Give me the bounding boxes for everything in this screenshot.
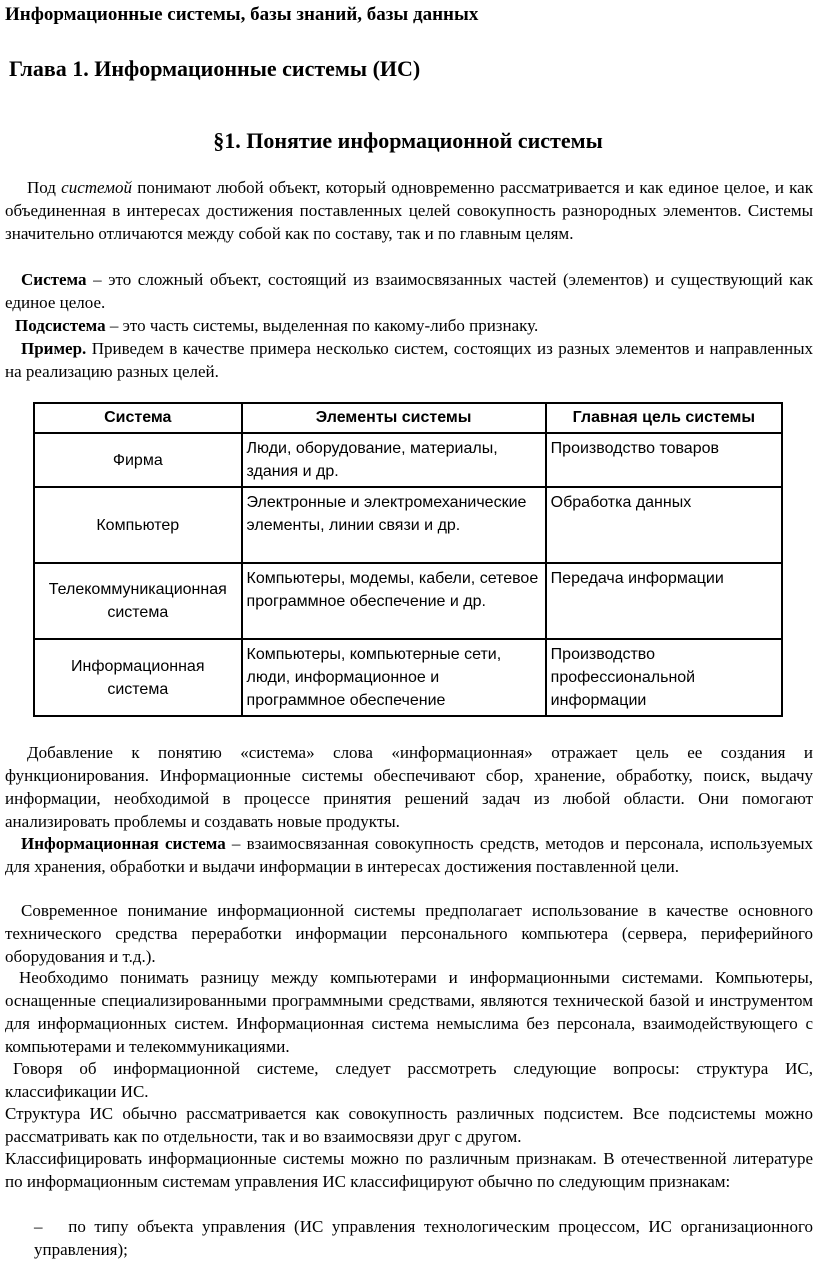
list-item-text: по типу объекта управления (ИС управления технологическим процессом, ИС организационного управления); (34, 1217, 813, 1259)
column-header-system: Система (34, 403, 242, 433)
paragraph-structure: Структура ИС обычно рассматривается как совокупность различных подсистем. Все подсистемы можно рассматривать как по отдельности, так и во взаимосвязи друг с другом. (5, 1104, 813, 1146)
section-title: §1. Понятие информационной системы (213, 128, 603, 153)
paragraph-text: – взаимосвязанная совокупность средств, методов и персонала, используемых для хранения, обработки и выдачи информации в интересах достижения поставленной цели. (5, 834, 813, 876)
paragraph-text: – это часть системы, выделенная по какому-либо признаку. (105, 316, 539, 335)
paragraph-classification: Классифицировать информационные системы можно по различным признакам. В отечественной литературе по информационным системам управления ИС классифицируют обычно по следующим признакам: (5, 1149, 813, 1191)
term-example: Пример. (21, 339, 87, 358)
column-header-elements: Элементы системы (242, 403, 546, 433)
cell-elements: Компьютеры, компьютерные сети, люди, информационное и программное обеспечение (242, 639, 546, 716)
paragraph-is-definition (5, 832, 813, 878)
paragraph-questions: Говоря об информационной системе, следует рассмотреть следующие вопросы: структура ИС, классификации ИС. (5, 1059, 813, 1101)
cell-elements: Люди, оборудование, материалы, здания и др. (242, 433, 546, 487)
paragraph-text: – это сложный объект, состоящий из взаимосвязанных частей (элементов) и существующий как единое целое. (5, 270, 813, 312)
chapter-title: Глава 1. Информационные системы (ИС) (9, 56, 421, 81)
paragraph-text: Под (27, 178, 62, 197)
table-row (34, 563, 782, 639)
table-row (34, 639, 782, 716)
paragraph-example (5, 337, 813, 383)
cell-goal: Производство товаров (546, 433, 782, 487)
paragraph-text: понимают любой объект, который одновременно рассматривается и как единое целое, и как объединенная в интересах достижения поставленных целей совокупность разнородных элементов. Системы значительно отличаются между собой как по составу, так и по главным целям. (5, 178, 813, 243)
paragraph-information-added: Добавление к понятию «система» слова «информационная» отражает цель ее создания и функционирования. Информационные системы обеспечивают сбор, хранение, обработку, поиск, выдачу информации, необходимой в процессе принятия решений задач из любой области. Они помогают анализировать проблемы и создавать новые продукты. (5, 743, 813, 831)
paragraph-computers-vs-is: Необходимо понимать разницу между компьютерами и информационными системами. Компьютеры, оснащенные специализированными программными средствами, являются технической базой и инструментом для информационных систем. Информационная система немыслима без персонала, взаимодействующего с компьютерами и телекоммуникациями. (5, 968, 813, 1056)
cell-system: Информационная система (34, 639, 242, 716)
cell-elements: Компьютеры, модемы, кабели, сетевое программное обеспечение и др. (242, 563, 546, 639)
term-information-system: Информационная система (21, 834, 226, 853)
column-header-goal: Главная цель системы (546, 403, 782, 433)
cell-system: Фирма (34, 433, 242, 487)
cell-system: Компьютер (34, 487, 242, 563)
list-bullet: – (34, 1217, 43, 1236)
table-row (34, 433, 782, 487)
cell-elements: Электронные и электромеханические элементы, линии связи и др. (242, 487, 546, 563)
paragraph-system-definition (5, 176, 813, 245)
paragraph-system-term (5, 268, 813, 314)
cell-goal: Передача информации (546, 563, 782, 639)
term-system: Система (21, 270, 87, 289)
table-row (34, 487, 782, 563)
list-item (34, 1215, 813, 1261)
document-header: Информационные системы, базы знаний, базы данных (5, 4, 479, 25)
cell-system: Телекоммуникационная система (34, 563, 242, 639)
systems-table (33, 402, 783, 717)
paragraph-text: Приведем в качестве примера несколько систем, состоящих из разных элементов и направленных на реализацию разных целей. (5, 339, 813, 381)
term-system-italic: системой (61, 178, 132, 197)
paragraph-subsystem (5, 314, 813, 337)
paragraph-modern-understanding: Современное понимание информационной системы предполагает использование в качестве основного технического средства переработки информации персонального компьютера (сервера, периферийного оборудования и т.д.). (5, 901, 813, 966)
term-subsystem: Подсистема (15, 316, 106, 335)
cell-goal: Производство профессиональной информации (546, 639, 782, 716)
cell-goal: Обработка данных (546, 487, 782, 563)
table-header-row (34, 403, 782, 433)
